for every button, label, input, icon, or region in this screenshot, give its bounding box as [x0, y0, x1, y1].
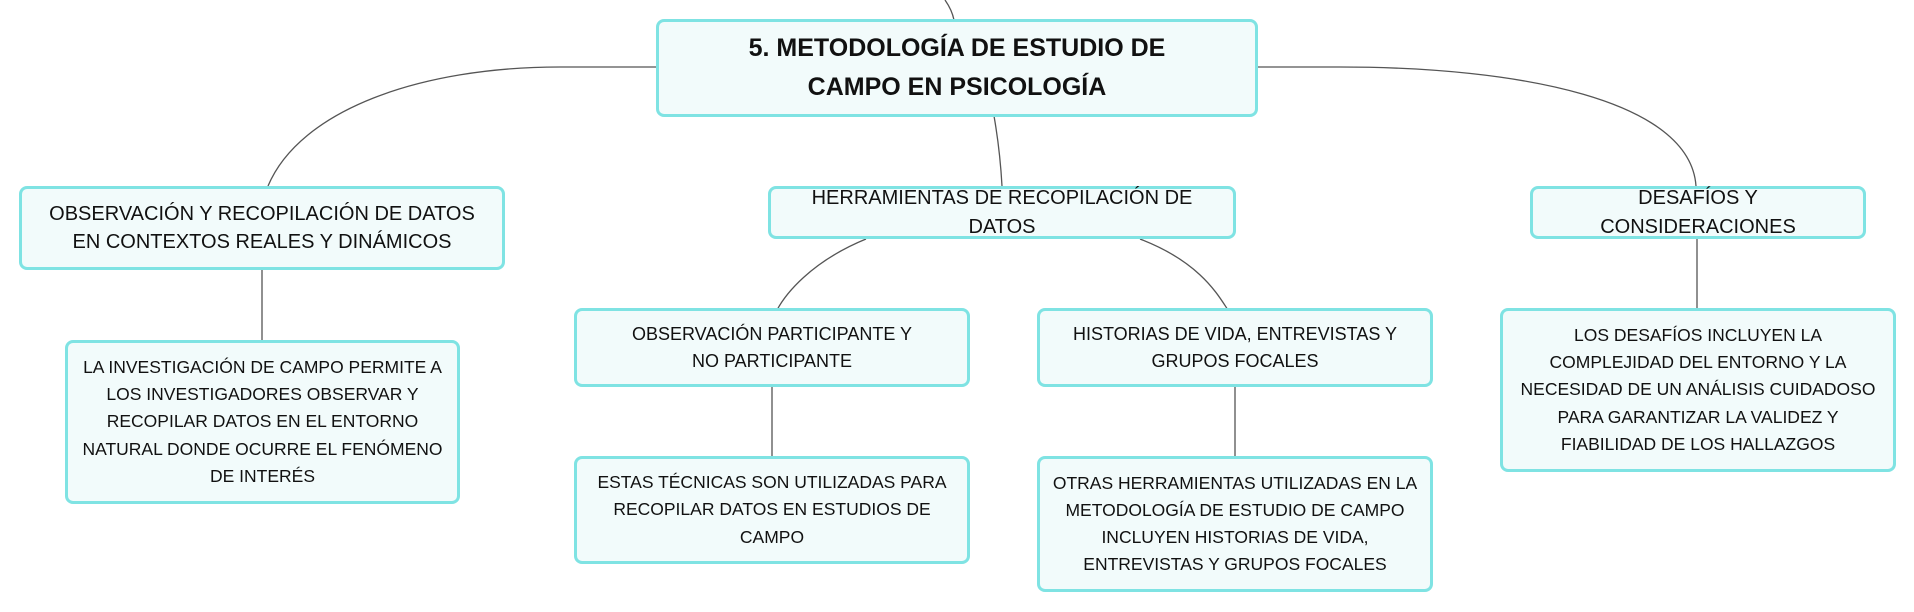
sub-historias-title: HISTORIAS DE VIDA, ENTREVISTAS Y GRUPOS FOCALES [1072, 323, 1398, 371]
edge-central-to-observacion [268, 67, 658, 186]
edge-central-to-herramientas [994, 116, 1002, 186]
branch-observacion-node[interactable] [19, 186, 505, 270]
branch-observacion-title: OBSERVACIÓN Y RECOPILACIÓN DE DATOS EN CONTEXTOS REALES Y DINÁMICOS [49, 202, 475, 253]
branch-desafios-node[interactable] [1530, 186, 1866, 239]
desafios-detail-text: LOS DESAFÍOS INCLUYEN LA COMPLEJIDAD DEL ENTORNO Y LA NECESIDAD DE UN ANÁLISIS CUIDADOSO PARA GARANTIZAR LA VALIDEZ Y FIABILIDAD DE LOS HALLAZGOS [1520, 325, 1876, 454]
edge-central-to-desafios [1256, 67, 1696, 186]
sub1-detail-node[interactable] [574, 456, 970, 564]
sub-observacion-participante-title: OBSERVACIÓN PARTICIPANTE Y NO PARTICIPANTE [631, 323, 913, 371]
edge-top-incoming [945, 0, 954, 20]
central-topic-title: 5. METODOLOGÍA DE ESTUDIO DE CAMPO EN PSICOLOGÍA [748, 34, 1166, 101]
edge-herramientas-to-sub2 [1140, 239, 1228, 310]
edge-herramientas-to-sub1 [777, 239, 866, 310]
desafios-detail-node[interactable] [1500, 308, 1896, 472]
branch-herramientas-title: HERRAMIENTAS DE RECOPILACIÓN DE DATOS [811, 187, 1193, 238]
sub2-detail-text: OTRAS HERRAMIENTAS UTILIZADAS EN LA METODOLOGÍA DE ESTUDIO DE CAMPO INCLUYEN HISTORIAS DE VIDA, ENTREVISTAS Y GRUPOS FOCALES [1052, 472, 1418, 575]
central-topic-node[interactable] [656, 19, 1258, 117]
sub-observacion-participante-node[interactable] [574, 308, 970, 387]
sub2-detail-node[interactable] [1037, 456, 1433, 592]
sub-historias-node[interactable] [1037, 308, 1433, 387]
sub1-detail-text: ESTAS TÉCNICAS SON UTILIZADAS PARA RECOPILAR DATOS EN ESTUDIOS DE CAMPO [597, 472, 947, 547]
observacion-detail-text: LA INVESTIGACIÓN DE CAMPO PERMITE A LOS INVESTIGADORES OBSERVAR Y RECOPILAR DATOS EN EL ENTORNO NATURAL DONDE OCURRE EL FENÓMENO DE INTERÉS [82, 357, 443, 486]
branch-herramientas-node[interactable] [768, 186, 1236, 239]
branch-desafios-title: DESAFÍOS Y CONSIDERACIONES [1600, 187, 1796, 238]
observacion-detail-node[interactable] [65, 340, 460, 504]
